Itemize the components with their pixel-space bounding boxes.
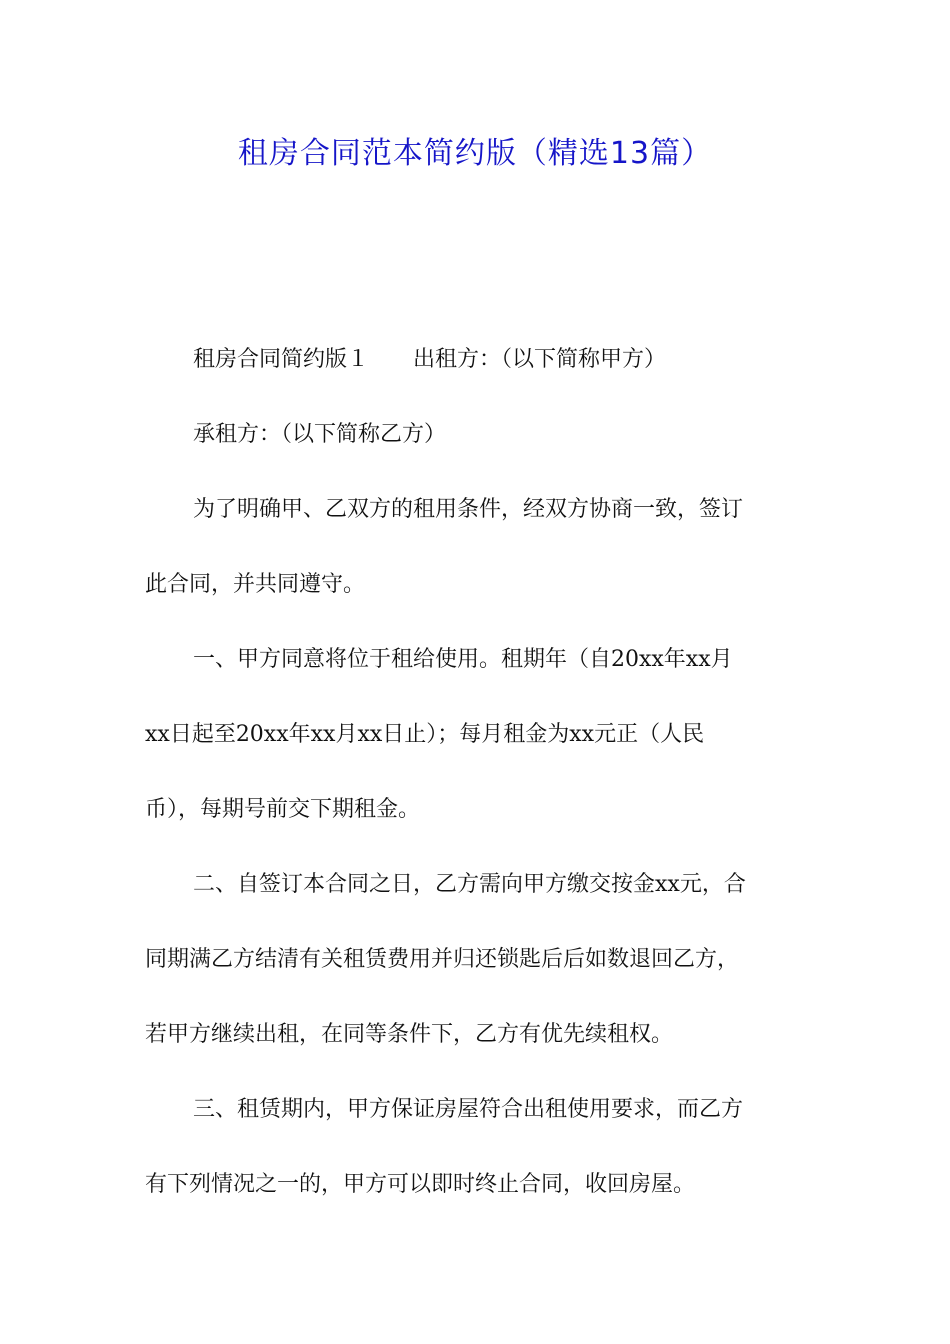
body-line-7: 币），每期号前交下期租金。 <box>145 797 421 822</box>
body-line-2: 承租方：（以下简称乙方） <box>193 422 447 447</box>
body-line-10: 若甲方继续出租，在同等条件下，乙方有优先续租权。 <box>145 1022 674 1047</box>
lessor-label: 出租方：（以下简称甲方） <box>413 347 667 372</box>
body-line-1 <box>193 345 666 375</box>
body-line-3: 为了明确甲、乙双方的租用条件，经双方协商一致，签订 <box>193 497 744 522</box>
body-line-6: xx日起至20xx年xx月xx日止）；每月租金为xx元正（人民 <box>145 722 705 747</box>
body-line-5: 一、甲方同意将位于租给使用。租期年（自20xx年xx月 <box>193 647 733 672</box>
body-line-11: 三、租赁期内，甲方保证房屋符合出租使用要求，而乙方 <box>193 1097 744 1122</box>
document-title: 租房合同范本简约版（精选13篇） <box>237 136 713 171</box>
body-line-9: 同期满乙方结清有关租赁费用并归还锁匙后后如数退回乙方， <box>145 947 740 972</box>
body-line-12: 有下列情况之一的，甲方可以即时终止合同，收回房屋。 <box>145 1172 696 1197</box>
contract-label: 租房合同简约版１ <box>193 347 370 372</box>
body-line-4: 此合同，并共同遵守。 <box>145 572 366 597</box>
body-line-8: 二、自签订本合同之日，乙方需向甲方缴交按金xx元，合 <box>193 872 746 897</box>
